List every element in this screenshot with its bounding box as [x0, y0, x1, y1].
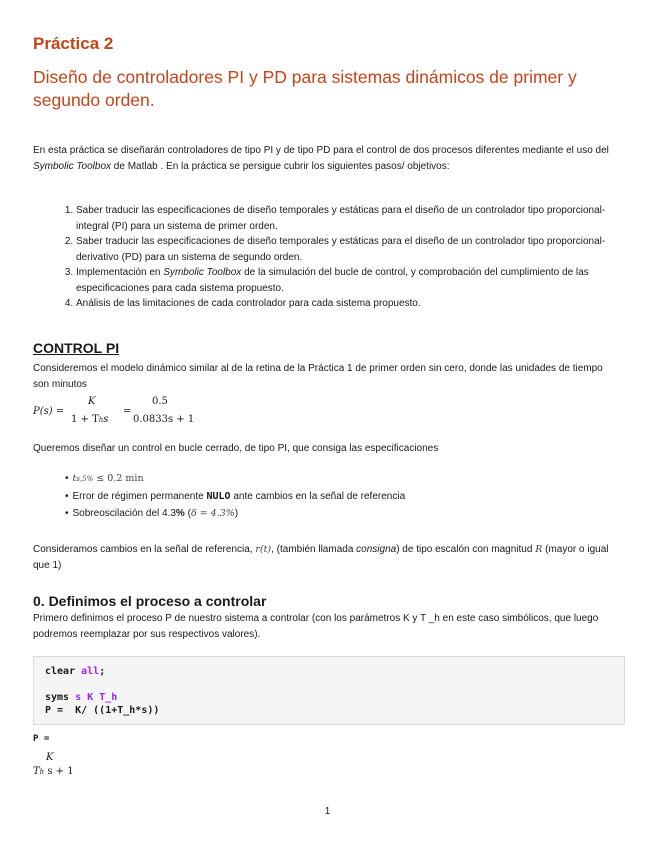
- intro-paragraph: En esta práctica se diseñarán controladores de tipo PI y de tipo PD para el control de dos procesos diferentes mediante el uso del Symbolic Toolbox de Matlab . En la práctica se persigue cubrir los siguientes pasos/ objetivos:: [33, 145, 609, 172]
- list-item: 3. Implementación en Symbolic Toolbox de la simulación del bucle de control, y comprobación del cumplimiento de las especificaciones para cada sistema propuesto.: [76, 265, 636, 296]
- code-line: clear all;: [45, 666, 106, 677]
- step0-paragraph: Primero definimos el proceso P de nuestro sistema a controlar (con los parámetros K y T _h en este caso simbólicos, que luego podremos reemplazar por sus respectivos valores).: [33, 613, 599, 640]
- reference-paragraph: Consideramos cambios en la señal de referencia, r(t), (también llamada consigna) de tipo escalón con magnitud R (mayor o igual que 1): [33, 544, 609, 571]
- section-heading-control-pi: CONTROL PI: [33, 340, 120, 356]
- toolbox-name: Symbolic Toolbox: [33, 161, 112, 172]
- model-paragraph: Consideremos el modelo dinámico similar al de la retina de la Práctica 1 de primer orden sin cero, donde las unidades de tiempo son minutos: [33, 363, 603, 390]
- list-item: • Error de régimen permanente NULO ante cambios en la señal de referencia: [65, 488, 405, 505]
- list-item: 2. Saber traducir las especificaciones de diseño temporales y estáticas para el diseño de un controlador tipo proporcional-derivativo (PD) para un sistema de segundo orden.: [76, 234, 636, 265]
- page-subtitle: Diseño de controladores PI y PD para sistemas dinámicos de primer y segundo orden.: [33, 67, 577, 110]
- code-block[interactable]: [33, 656, 625, 725]
- output-label: P =: [33, 734, 50, 744]
- code-line: syms s K T_h: [45, 692, 118, 703]
- list-item: 4. Análisis de las limitaciones de cada controlador para cada sistema propuesto.: [76, 296, 636, 312]
- objectives-list: [33, 203, 636, 312]
- specs-intro-paragraph: Queremos diseñar un control en bucle cerrado, de tipo PI, que consiga las especificaciones: [33, 443, 439, 454]
- list-item: • Sobreoscilación del 4.3% (δ = 4.3%): [65, 505, 405, 522]
- page-number: 1: [324, 806, 331, 817]
- code-line: P = K/ ((1+T_h*s)): [45, 705, 160, 716]
- page-title: Práctica 2: [33, 34, 114, 53]
- section-heading-step-0: 0. Definimos el proceso a controlar: [33, 593, 267, 609]
- list-item: 1. Saber traducir las especificaciones de diseño temporales y estáticas para el diseño de un controlador tipo proporcional-integral (PI) para un sistema de primer orden.: [76, 203, 636, 234]
- list-item: • ts,5% ≤ 0.2 min: [65, 470, 405, 488]
- specs-list: [33, 470, 405, 522]
